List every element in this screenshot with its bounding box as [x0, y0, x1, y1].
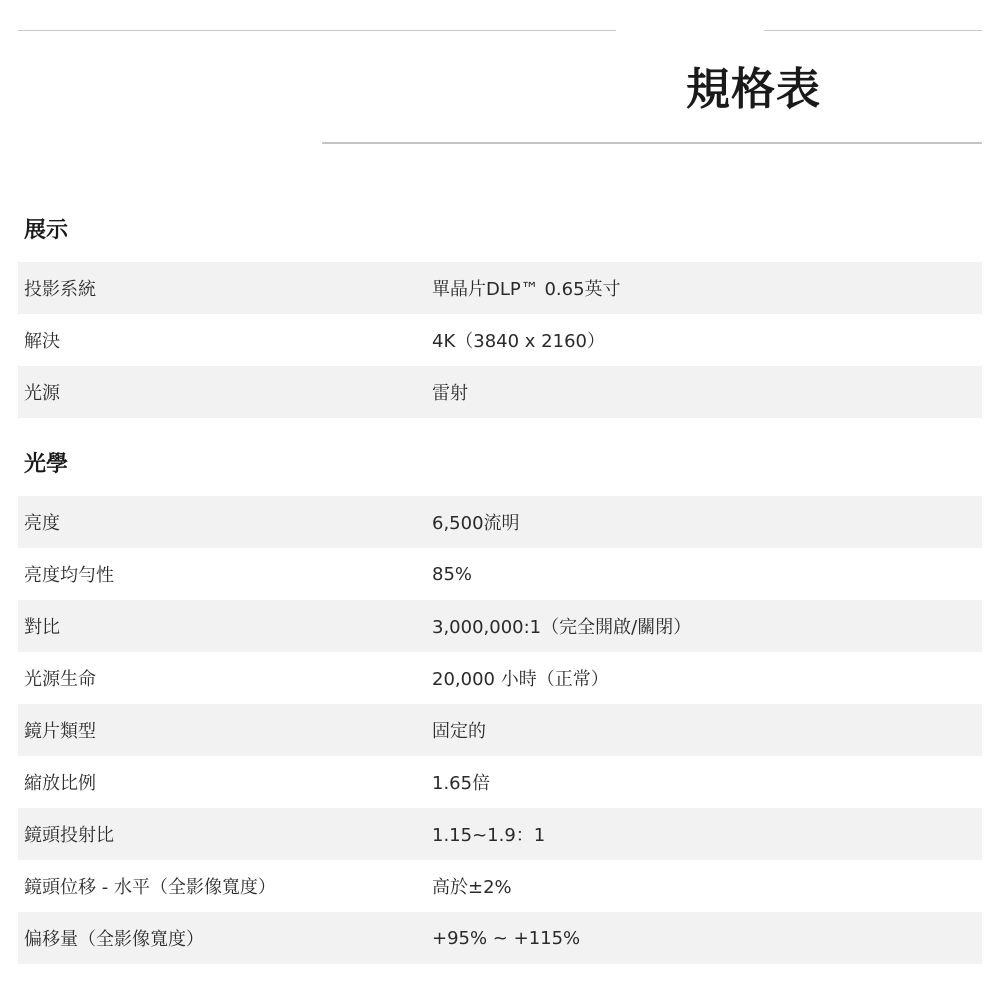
spec-value: 3,000,000:1（完全開啟/關閉） [432, 617, 692, 638]
spec-value: 高於±2% [432, 877, 512, 898]
spec-value: 雷射 [432, 383, 468, 404]
spec-value: 1.65倍 [432, 773, 491, 794]
spec-row-projection-system [18, 262, 982, 314]
spec-row-zoom-ratio [18, 756, 982, 808]
title-underline [322, 142, 982, 144]
section-heading-display: 展示 [24, 218, 69, 243]
section-display [18, 212, 982, 418]
spec-value: 20,000 小時（正常） [432, 669, 609, 690]
spec-value: 1.15~1.9：1 [432, 825, 546, 846]
spec-row-contrast [18, 600, 982, 652]
spec-row-brightness [18, 496, 982, 548]
spec-row-throw-ratio [18, 808, 982, 860]
spec-row-brightness-uniformity [18, 548, 982, 600]
spec-label: 偏移量（全影像寬度） [24, 929, 204, 950]
spec-row-lens-type [18, 704, 982, 756]
spec-row-offset [18, 912, 982, 964]
spec-label: 解決 [24, 331, 60, 352]
spec-label: 鏡片類型 [24, 721, 96, 742]
spec-row-light-source [18, 366, 982, 418]
spec-label: 亮度 [24, 513, 60, 534]
section-heading-optics: 光學 [24, 452, 69, 477]
spec-value: 6,500流明 [432, 513, 520, 534]
spec-label: 亮度均勻性 [24, 565, 114, 586]
spec-label: 鏡頭投射比 [24, 825, 114, 846]
spec-label: 投影系統 [24, 279, 96, 300]
spec-value: 4K（3840 x 2160） [432, 331, 605, 352]
top-divider-left [18, 30, 616, 31]
spec-label: 光源 [24, 383, 60, 404]
spec-value: 固定的 [432, 721, 486, 742]
spec-label: 縮放比例 [24, 773, 96, 794]
top-divider-right [764, 30, 982, 31]
spec-label: 鏡頭位移 - 水平（全影像寬度） [24, 877, 276, 898]
spec-row-lens-shift-horizontal [18, 860, 982, 912]
spec-row-light-source-life [18, 652, 982, 704]
spec-value: 85% [432, 563, 473, 585]
spec-label: 對比 [24, 617, 60, 638]
page-title: 規格表 [686, 64, 821, 115]
section-optics [18, 446, 982, 964]
spec-label: 光源生命 [24, 669, 96, 690]
spec-value: +95% ~ +115% [432, 927, 581, 949]
spec-value: 單晶片DLP™ 0.65英寸 [432, 279, 621, 300]
spec-row-resolution [18, 314, 982, 366]
